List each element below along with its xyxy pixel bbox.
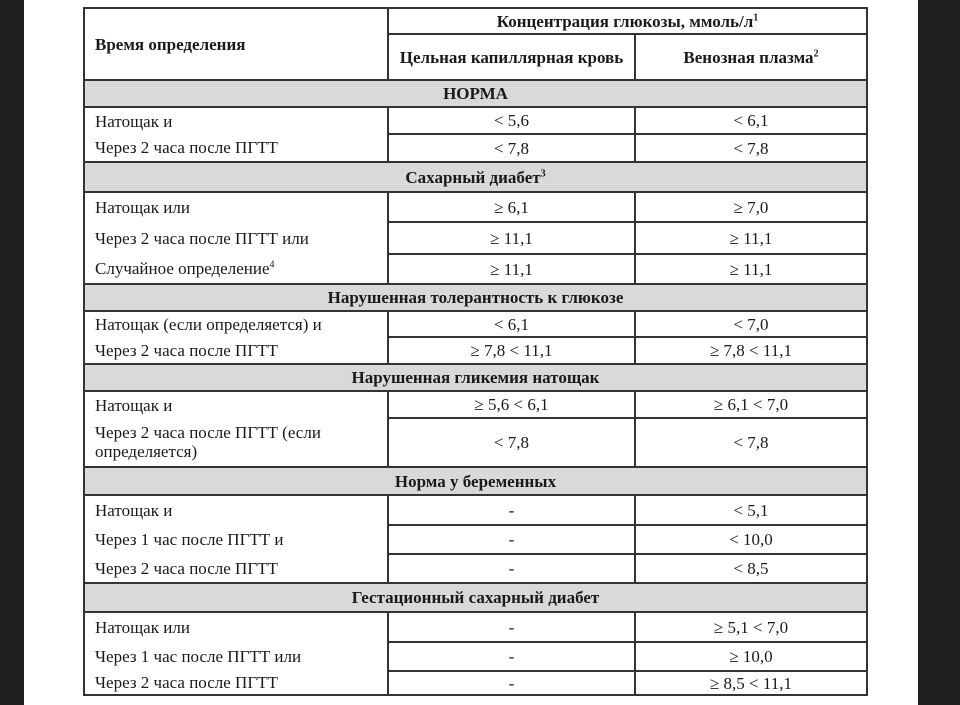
- row-label: Через 1 час после ПГТТ и: [84, 525, 388, 554]
- venous-value: < 6,1: [635, 107, 867, 134]
- venous-value: < 7,0: [635, 311, 867, 337]
- capillary-value: ≥ 11,1: [388, 222, 635, 254]
- table-row: [84, 107, 867, 134]
- row-label: Натощак и: [84, 107, 388, 134]
- header-time: Время определения: [84, 8, 388, 80]
- row-label: Натощак или: [84, 612, 388, 642]
- capillary-value: ≥ 11,1: [388, 254, 635, 284]
- section-header: [84, 162, 867, 192]
- venous-value: < 7,8: [635, 418, 867, 467]
- venous-value: < 5,1: [635, 495, 867, 525]
- capillary-value: -: [388, 525, 635, 554]
- section-header: [84, 364, 867, 391]
- venous-value: < 8,5: [635, 554, 867, 583]
- table-row: [84, 337, 867, 364]
- table-row: [84, 254, 867, 284]
- row-label: Через 2 часа после ПГТТ: [84, 337, 388, 364]
- venous-value: ≥ 11,1: [635, 254, 867, 284]
- table-row: [84, 391, 867, 418]
- section-title: Норма у беременных: [84, 467, 867, 495]
- capillary-value: -: [388, 642, 635, 671]
- venous-value: < 10,0: [635, 525, 867, 554]
- capillary-value: ≥ 7,8 < 11,1: [388, 337, 635, 364]
- section-title: Сахарный диабет$^3$: [84, 162, 867, 192]
- row-label: Натощак и: [84, 391, 388, 418]
- venous-value: ≥ 5,1 < 7,0: [635, 612, 867, 642]
- left-black-margin: [0, 0, 24, 705]
- section-title: Нарушенная гликемия натощак: [84, 364, 867, 391]
- capillary-value: < 7,8: [388, 134, 635, 162]
- row-label: Через 2 часа после ПГТТ (если определяется): [84, 418, 388, 467]
- row-label: Через 2 часа после ПГТТ: [84, 554, 388, 583]
- section-title: Гестационный сахарный диабет: [84, 583, 867, 612]
- glucose-criteria-table: [83, 7, 868, 696]
- row-label: Через 2 часа после ПГТТ: [84, 134, 388, 162]
- row-label: Натощак или: [84, 192, 388, 222]
- header-capillary: Цельная капиллярная кровь: [388, 34, 635, 80]
- capillary-value: ≥ 5,6 < 6,1: [388, 391, 635, 418]
- section-title: Нарушенная толерантность к глюкозе: [84, 284, 867, 311]
- venous-value: ≥ 8,5 < 11,1: [635, 671, 867, 695]
- venous-value: ≥ 10,0: [635, 642, 867, 671]
- capillary-value: -: [388, 671, 635, 695]
- capillary-value: < 7,8: [388, 418, 635, 467]
- table-row: [84, 642, 867, 671]
- table-row: [84, 134, 867, 162]
- section-title: НОРМА: [84, 80, 867, 107]
- table-row: [84, 612, 867, 642]
- row-label: Случайное определение$^4$: [84, 254, 388, 284]
- capillary-value: ≥ 6,1: [388, 192, 635, 222]
- section-header: [84, 80, 867, 107]
- section-header: [84, 583, 867, 612]
- table-row: [84, 222, 867, 254]
- header-concentration: Концентрация глюкозы, ммоль/$л^1$: [388, 8, 867, 34]
- capillary-value: -: [388, 612, 635, 642]
- venous-value: ≥ 7,0: [635, 192, 867, 222]
- row-label: Через 2 часа после ПГТТ: [84, 671, 388, 695]
- capillary-value: -: [388, 554, 635, 583]
- table-row: [84, 525, 867, 554]
- capillary-value: -: [388, 495, 635, 525]
- row-label: Через 1 час после ПГТТ или: [84, 642, 388, 671]
- section-header: [84, 467, 867, 495]
- table-row: [84, 418, 867, 467]
- table-row: [84, 192, 867, 222]
- venous-value: < 7,8: [635, 134, 867, 162]
- row-label: Через 2 часа после ПГТТ или: [84, 222, 388, 254]
- table-row: [84, 554, 867, 583]
- right-black-margin: [918, 0, 960, 705]
- header-venous: Венозная плазма$^2$: [635, 34, 867, 80]
- capillary-value: < 5,6: [388, 107, 635, 134]
- table-row: [84, 495, 867, 525]
- table-row: [84, 671, 867, 695]
- venous-value: ≥ 6,1 < 7,0: [635, 391, 867, 418]
- row-label: Натощак (если определяется) и: [84, 311, 388, 337]
- row-label: Натощак и: [84, 495, 388, 525]
- capillary-value: < 6,1: [388, 311, 635, 337]
- venous-value: ≥ 11,1: [635, 222, 867, 254]
- venous-value: ≥ 7,8 < 11,1: [635, 337, 867, 364]
- section-header: [84, 284, 867, 311]
- table-row: [84, 311, 867, 337]
